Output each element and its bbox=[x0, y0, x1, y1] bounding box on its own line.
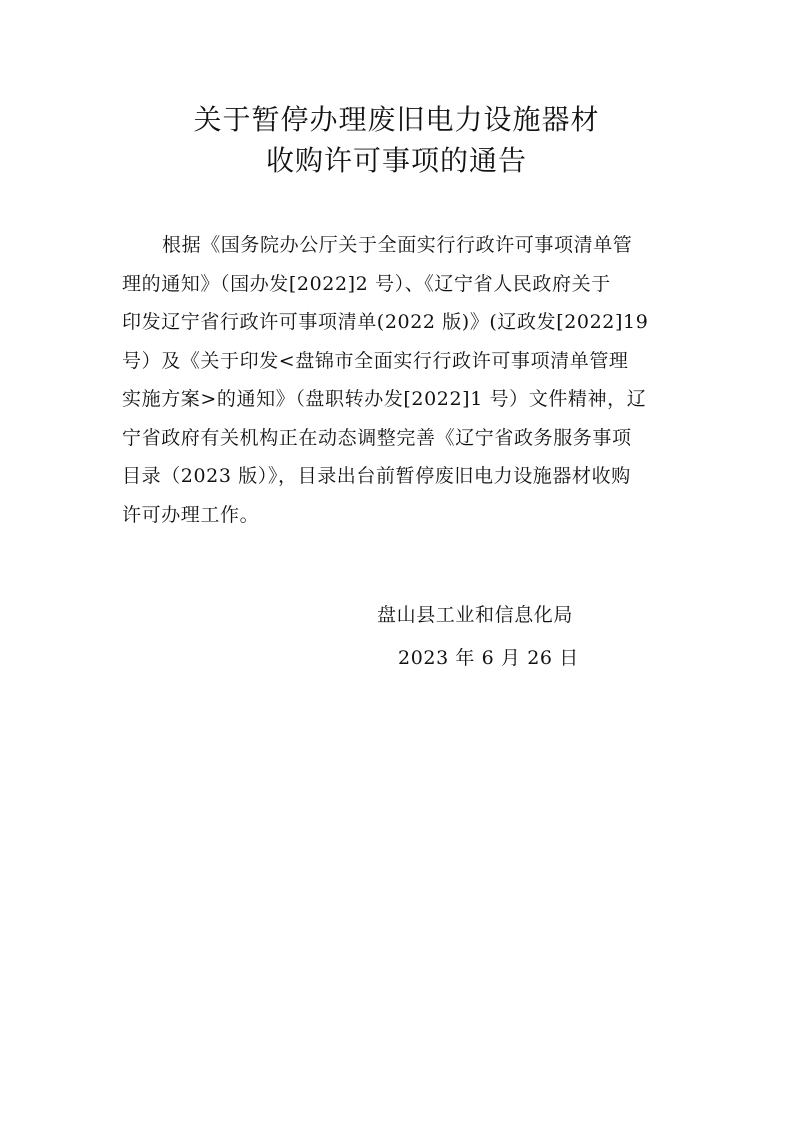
body-line-3: 印发辽宁省行政许可事项清单(2022 版)》(辽政发[2022]19 bbox=[122, 311, 649, 333]
body-line-7: 目录（2023 版）》，目录出台前暂停废旧电力设施器材收购 bbox=[122, 465, 631, 487]
body-line-2: 理的通知》（国办发[2022]2 号）、《辽宁省人民政府关于 bbox=[122, 272, 611, 295]
body-line-4: 号）及《关于印发<盘锦市全面实行行政许可事项清单管理 bbox=[122, 349, 629, 372]
document-title-line-1: 关于暂停办理废旧电力设施器材 bbox=[193, 103, 600, 136]
body-line-8: 许可办理工作。 bbox=[122, 503, 260, 526]
body-line-5: 实施方案>的通知》（盘职转办发[2022]1 号）文件精神，辽 bbox=[122, 388, 647, 410]
signature-date: 2023 年 6 月 26 日 bbox=[398, 647, 579, 669]
body-line-6: 宁省政府有关机构正在动态调整完善《辽宁省政务服务事项 bbox=[122, 426, 632, 449]
document-body bbox=[122, 226, 682, 534]
document-title-line-2: 收购许可事项的通告 bbox=[265, 144, 527, 177]
signature-organization: 盘山县工业和信息化局 bbox=[377, 604, 574, 626]
body-line-1: 根据《国务院办公厅关于全面实行行政许可事项清单管 bbox=[162, 234, 633, 256]
